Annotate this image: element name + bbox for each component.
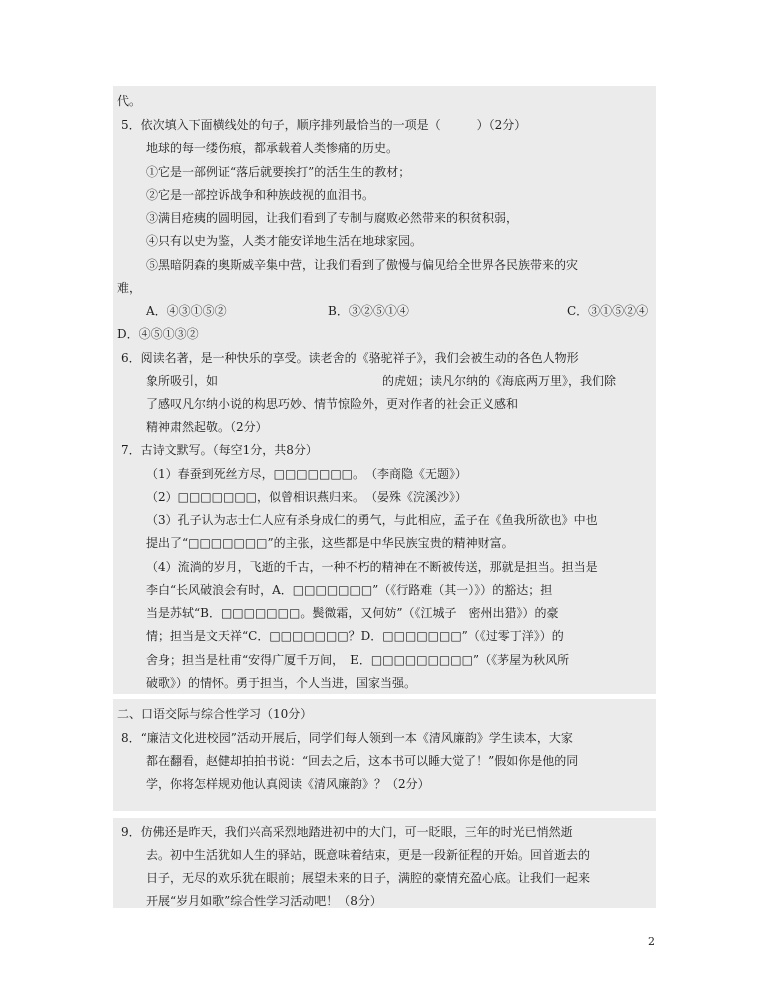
text-line: （2）□□□□□□□，似曾相识燕归来。 （晏殊《浣溪沙》） [146, 490, 468, 504]
text-line: 的虎妞；读凡尔纳的《海底两万里》，我们除 [382, 374, 617, 388]
text-line: （4）流淌的岁月，飞逝的千古，一种不朽的精神在不断被传送，那就是担当。担当是 [146, 560, 598, 574]
text-line: ④只有以史为鉴，人类才能安详地生活在地球家园。 [146, 234, 423, 248]
section-heading: 二、口语交际与综合性学习（10分） [117, 707, 313, 721]
question-6-stem: 6．阅读名著，是一种快乐的享受。读老舍的《骆驼祥子》，我们会被生动的各色人物形 [121, 351, 579, 365]
text-line: 李白“长风破浪会有时，A．□□□□□□□”（《行路难（其一）》）的豁达；担 [146, 583, 553, 597]
option-d: D．④⑤①③② [117, 327, 199, 341]
text-line: 当是苏轼“B．□□□□□□□。鬓微霜，又何妨”（《江城子 密州出猎》）的豪 [146, 606, 559, 620]
text-line: （1）春蚕到死丝方尽，□□□□□□□。 （李商隐《无题》） [146, 467, 468, 481]
text-line: ②它是一部控诉战争和种族歧视的血泪书。 [146, 188, 375, 202]
page-number: 2 [648, 935, 655, 948]
text-line: 象所吸引，如 [146, 374, 219, 388]
text-line: 舍身；担当是杜甫“安得广厦千万间， E．□□□□□□□□□”（《茅屋为秋风所 [146, 653, 570, 667]
text-line: 日子，无尽的欢乐犹在眼前；展望未来的日子，满腔的豪情充盈心底。让我们一起来 [146, 871, 591, 885]
text-line: 精神肃然起敬。（2分） [146, 420, 268, 434]
option-a: A．④③①⑤② [146, 304, 227, 318]
option-c: C．③①⑤②④ [567, 304, 649, 318]
text-line: 破歌》）的情怀。勇于担当，个人当进，国家当强。 [146, 676, 417, 690]
text-line: ③满目疮痍的圆明园，让我们看到了专制与腐败必然带来的积贫积弱， [146, 211, 519, 225]
question-9-stem: 9．仿佛还是昨天，我们兴高采烈地踏进初中的大门，可一眨眼，三年的时光已悄然逝 [121, 825, 573, 839]
text-line: 学，你将怎样规劝他认真阅读《清风廉韵》？（2分） [146, 777, 430, 791]
option-b: B．③②⑤①④ [328, 304, 409, 318]
text-line: 难， [117, 281, 142, 295]
text-line: （3）孔子认为志士仁人应有杀身成仁的勇气，与此相应，孟子在《鱼我所欲也》中也 [146, 513, 598, 527]
question-7-stem: 7．古诗文默写。（每空1分，共8分） [121, 443, 318, 457]
text-line: 去。初中生活犹如人生的驿站，既意味着结束，更是一段新征程的开始。回首逝去的 [146, 848, 591, 862]
text-line: 开展“岁月如歌”综合性学习活动吧！（8分） [146, 894, 382, 908]
text-line: 提出了“□□□□□□□”的主张，这些都是中华民族宝贵的精神财富。 [146, 536, 514, 550]
question-8-stem: 8．“廉洁文化进校园”活动开展后，同学们每人领到一本《清风廉韵》学生读本，大家 [121, 731, 573, 745]
question-5-stem: 5．依次填入下面横线处的句子，顺序排列最恰当的一项是（ ）（2分） [121, 118, 527, 132]
text-line: 地球的每一缕伤痕，都承载着人类惨痛的历史。 [146, 141, 399, 155]
text-line: 代。 [117, 94, 142, 108]
text-line: 都在翻看，赵健却拍拍书说：“回去之后，这本书可以睡大觉了！”假如你是他的同 [146, 754, 579, 768]
text-line: 情；担当是文天祥“C．□□□□□□□？D．□□□□□□□”（《过零丁洋》）的 [146, 629, 564, 643]
text-line: ⑤黑暗阴森的奥斯威辛集中营，让我们看到了傲慢与偏见给全世界各民族带来的灾 [146, 258, 579, 272]
text-line: 了感叹凡尔纳小说的构思巧妙、情节惊险外，更对作者的社会正义感和 [146, 397, 519, 411]
text-line: ①它是一部例证“落后就要挨打”的活生生的教材； [146, 165, 411, 179]
